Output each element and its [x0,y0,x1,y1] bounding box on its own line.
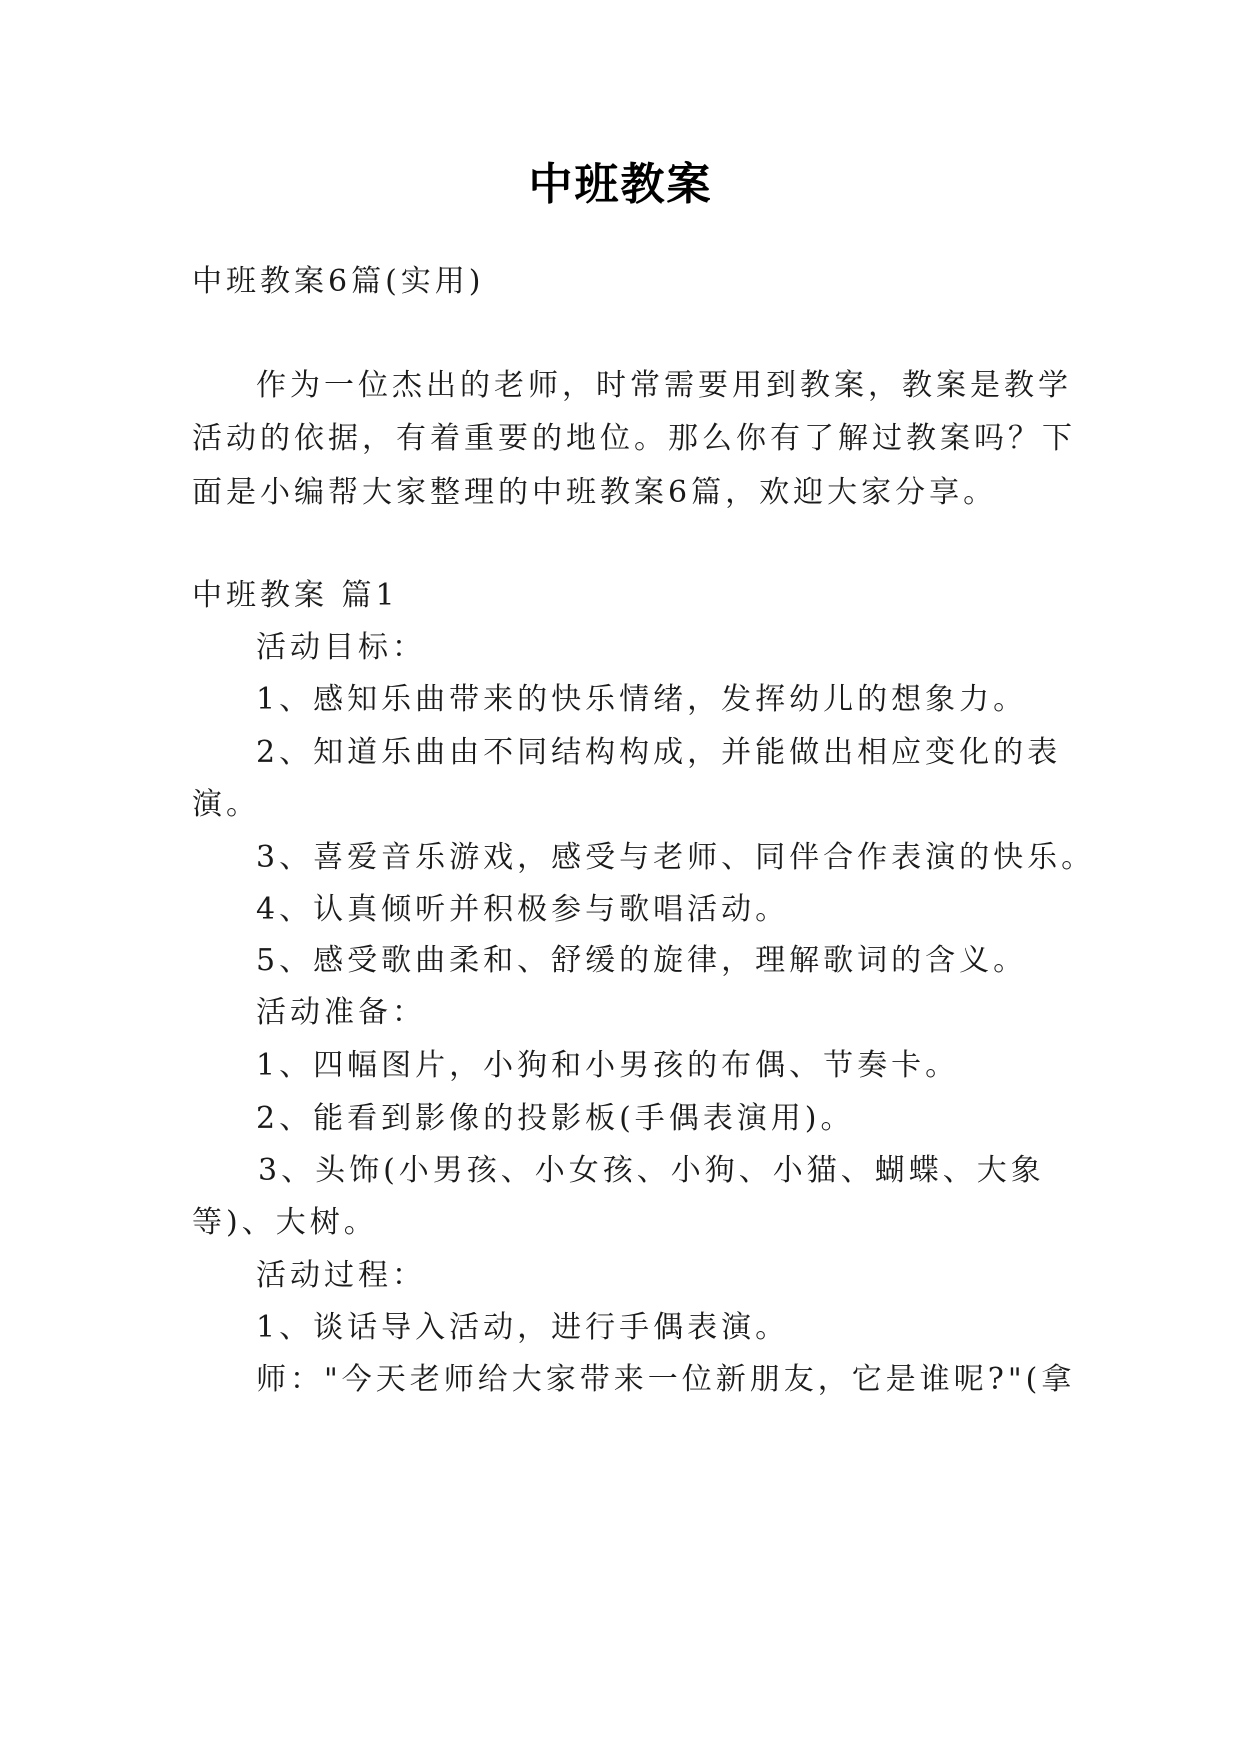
document-title: 中班教案 [528,159,713,210]
body-line: 4、认真倾听并积极参与歌唱活动。 [256,892,790,927]
body-line: 师："今天老师给大家带来一位新朋友，它是谁呢?"(拿 [256,1362,1076,1397]
body-line: 3、喜爱音乐游戏，感受与老师、同伴合作表演的快乐。 [256,840,1096,875]
body-line: 5、感受歌曲柔和、舒缓的旋律，理解歌词的含义。 [256,943,1028,978]
body-line: 演。 [192,787,260,822]
body-line: 活动过程： [256,1258,426,1293]
intro-line: 作为一位杰出的老师，时常需要用到教案，教案是教学 [256,368,1072,403]
intro-line: 活动的依据，有着重要的地位。那么你有了解过教案吗？下 [192,421,1076,456]
body-line: 1、谈话导入活动，进行手偶表演。 [256,1310,790,1345]
body-line: 3、头饰(小男孩、小女孩、小狗、小猫、蝴蝶、大象 [258,1153,1045,1188]
body-line: 2、知道乐曲由不同结构构成，并能做出相应变化的表 [256,735,1062,770]
document-subtitle: 中班教案6篇(实用) [192,264,485,299]
intro-line: 面是小编帮大家整理的中班教案6篇，欢迎大家分享。 [192,475,998,510]
body-line: 活动目标： [256,630,426,665]
body-line: 等)、大树。 [192,1205,378,1240]
body-line: 1、四幅图片，小狗和小男孩的布偶、节奏卡。 [256,1048,960,1083]
body-line: 活动准备： [256,995,426,1030]
section-heading: 中班教案 篇1 [192,578,399,613]
body-line: 2、能看到影像的投影板(手偶表演用)。 [256,1101,855,1136]
body-line: 1、感知乐曲带来的快乐情绪，发挥幼儿的想象力。 [256,682,1028,717]
